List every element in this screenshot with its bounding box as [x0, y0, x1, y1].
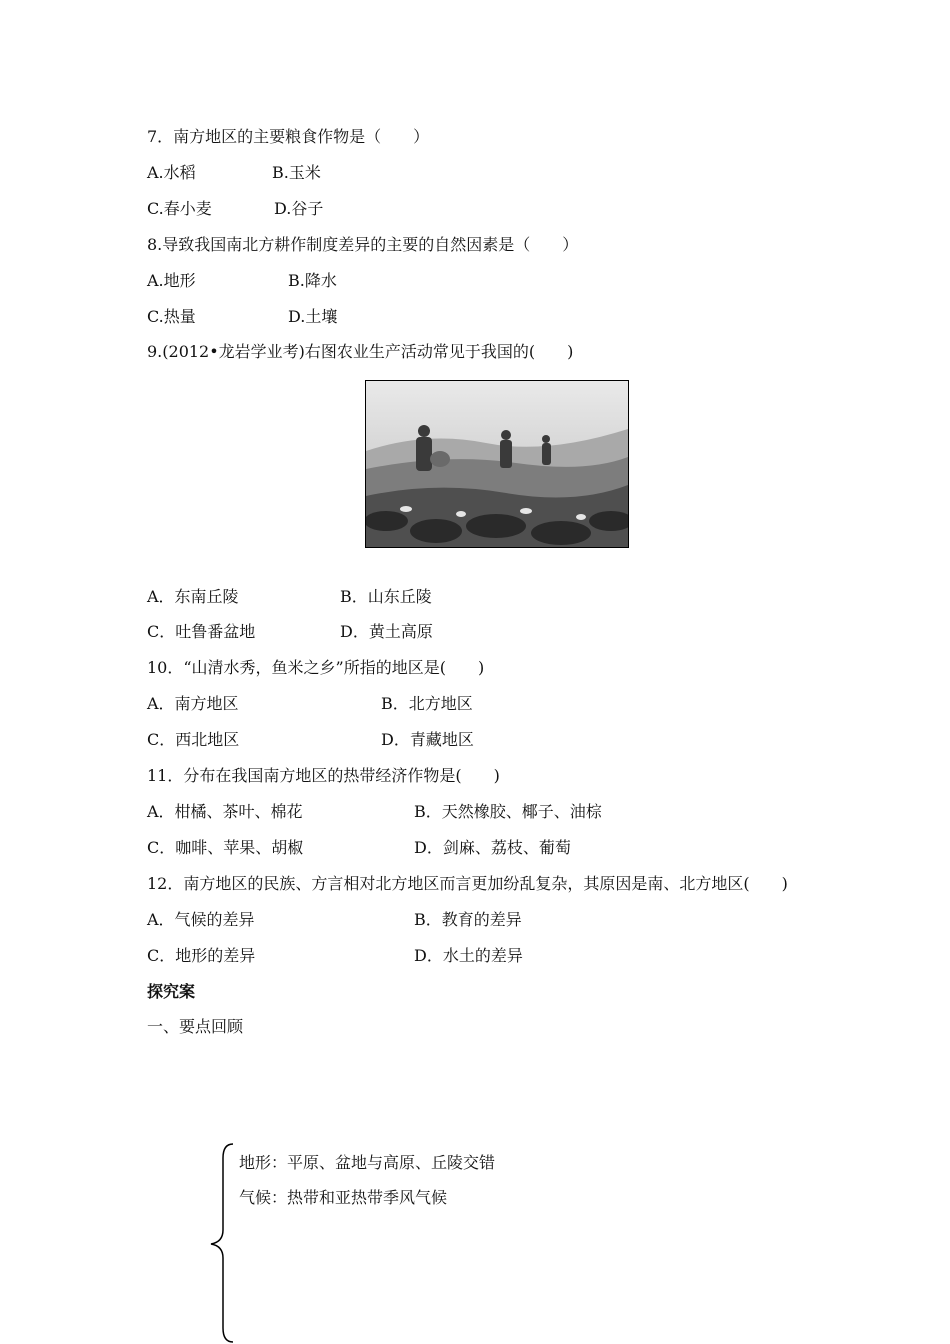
- q11-stem: 11．分布在我国南方地区的热带经济作物是( ): [147, 766, 500, 785]
- section-subtitle: 一、要点回顾: [147, 1017, 244, 1036]
- curly-brace: [205, 1142, 239, 1344]
- q10-option-d: D．青藏地区: [381, 730, 474, 749]
- q8-stem: 8.导致我国南北方耕作制度差异的主要的自然因素是（ ）: [147, 235, 579, 254]
- q10-stem: 10．“山清水秀，鱼米之乡”所指的地区是( ): [147, 658, 485, 677]
- tea-picking-photo: [365, 380, 629, 548]
- q12-option-c: C．地形的差异: [147, 946, 256, 965]
- q7-option-d: D.谷子: [274, 199, 324, 218]
- q9-option-a: A．东南丘陵: [147, 587, 239, 606]
- q9-option-d: D．黄土高原: [340, 622, 433, 641]
- q9-option-c: C．吐鲁番盆地: [147, 622, 256, 641]
- q7-option-c: C.春小麦: [147, 199, 212, 218]
- q10-option-b: B．北方地区: [381, 694, 473, 713]
- q11-option-a: A．柑橘、茶叶、棉花: [147, 802, 303, 821]
- q11-option-c: C．咖啡、苹果、胡椒: [147, 838, 304, 857]
- q12-option-a: A．气候的差异: [147, 910, 255, 929]
- q8-option-a: A.地形: [147, 271, 196, 290]
- q12-option-b: B．教育的差异: [414, 910, 522, 929]
- q12-stem: 12．南方地区的民族、方言相对北方地区而言更加纷乱复杂，其原因是南、北方地区( ): [147, 874, 788, 893]
- section-title: 探究案: [147, 982, 196, 1001]
- q12-option-d: D．水土的差异: [414, 946, 523, 965]
- q8-option-c: C.热量: [147, 307, 196, 326]
- q7-stem: 7．南方地区的主要粮食作物是（ ）: [147, 127, 430, 146]
- q10-option-a: A．南方地区: [147, 694, 239, 713]
- q11-option-d: D．剑麻、荔枝、葡萄: [414, 838, 571, 857]
- q9-option-b: B．山东丘陵: [340, 587, 432, 606]
- q11-option-b: B．天然橡胶、椰子、油棕: [414, 802, 602, 821]
- q10-option-c: C．西北地区: [147, 730, 240, 749]
- summary-item-terrain: 地形：平原、盆地与高原、丘陵交错: [239, 1153, 496, 1172]
- q7-option-b: B.玉米: [272, 163, 321, 182]
- q9-stem: 9.(2012•龙岩学业考)右图农业生产活动常见于我国的( ): [147, 342, 574, 361]
- q7-option-a: A.水稻: [147, 163, 196, 182]
- summary-item-climate: 气候：热带和亚热带季风气候: [239, 1188, 448, 1207]
- q8-option-b: B.降水: [288, 271, 337, 290]
- q8-option-d: D.土壤: [288, 307, 338, 326]
